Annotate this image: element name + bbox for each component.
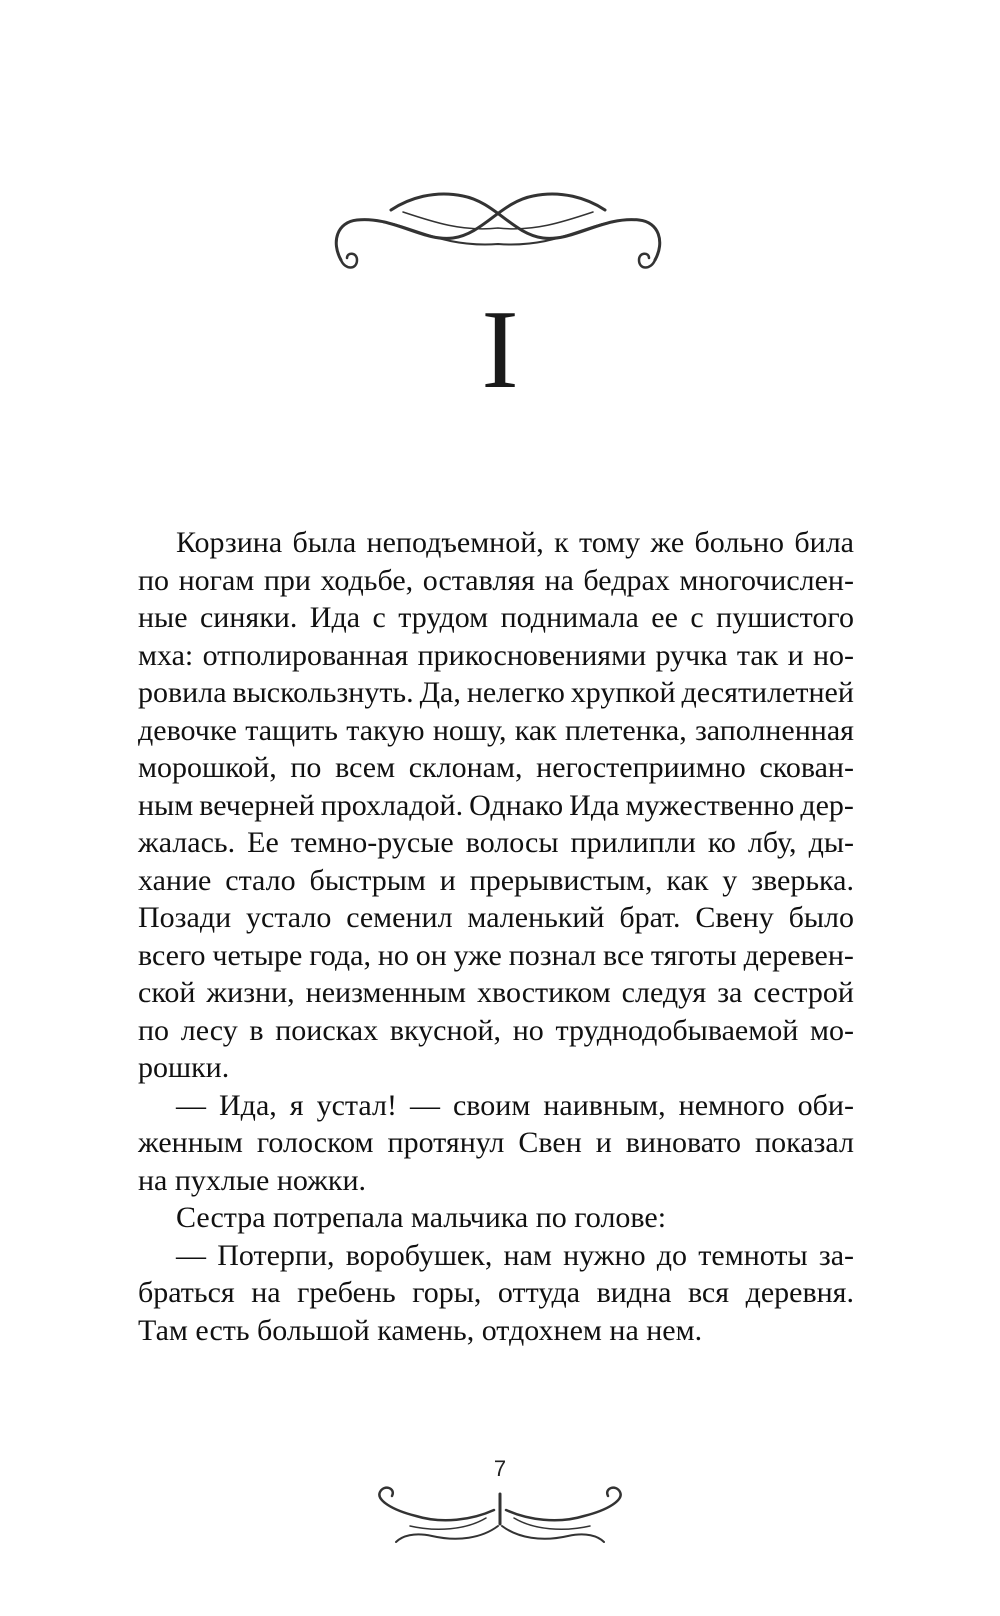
text-line [138, 1199, 854, 1237]
word: но [377, 938, 409, 972]
word: Однако [469, 788, 564, 822]
word: деревен- [743, 938, 854, 972]
word: деревня. [745, 1276, 854, 1309]
word: за- [818, 1238, 854, 1272]
word: воробушек, [345, 1238, 493, 1272]
line-text: на пухлые ножки. [138, 1163, 367, 1197]
word: была [292, 526, 357, 559]
word: Ида [569, 788, 620, 822]
word: ногам [178, 563, 255, 597]
word: немного [678, 1088, 785, 1122]
word: ее [651, 601, 678, 634]
word: неизменным [305, 976, 467, 1009]
word: десятилетней [681, 676, 854, 709]
word: уже [453, 938, 502, 972]
word: неподъемной, [366, 526, 544, 559]
word: тащить [245, 713, 338, 747]
word: на [251, 1276, 281, 1309]
text-line [138, 937, 854, 975]
word: у [722, 863, 738, 897]
text-line [138, 862, 854, 900]
page-number: 7 [493, 1456, 507, 1481]
word: била [794, 526, 854, 559]
word: познал [508, 938, 597, 972]
text-line [138, 599, 854, 637]
word: по [290, 751, 322, 784]
word: же [650, 526, 685, 559]
word: на [544, 563, 574, 597]
word: жалась. [138, 826, 236, 859]
text-line [138, 1312, 854, 1350]
word: прохладой. [320, 788, 464, 822]
word: волосы [465, 826, 559, 859]
word: поднимала [500, 601, 639, 634]
text-line [138, 712, 854, 750]
word: отполированная [202, 638, 409, 672]
word: мужественно [625, 788, 795, 822]
word: Ида, [219, 1088, 277, 1122]
word: ко [707, 826, 736, 859]
word: всего [138, 938, 206, 972]
word: хание [138, 863, 212, 897]
word: вкусной, [389, 1013, 502, 1047]
word: Да, [419, 676, 461, 709]
word: гребень [297, 1276, 396, 1309]
word: хвостиком [477, 976, 611, 1009]
word: оставляя [422, 563, 535, 597]
word: оттуда [497, 1276, 581, 1309]
word: и [787, 638, 804, 672]
word: — [176, 1238, 206, 1272]
word: Свену [695, 901, 774, 934]
word: но- [812, 638, 854, 672]
word: нужно [563, 1238, 646, 1272]
word: но [512, 1013, 544, 1047]
word: лесу [180, 1013, 238, 1047]
word: Свен [518, 1126, 582, 1159]
word: ручка [655, 638, 728, 672]
text-line [138, 974, 854, 1012]
word: пушистого [716, 601, 854, 634]
word: Ее [247, 826, 279, 859]
word: — [409, 1088, 440, 1122]
word: морошкой, [138, 751, 277, 784]
word: за [717, 976, 743, 1009]
text-line [138, 824, 854, 862]
word: он [415, 938, 447, 972]
word: виновато [625, 1126, 742, 1159]
word: ные [138, 601, 188, 634]
word: Корзина [176, 526, 283, 559]
text-line [138, 899, 854, 937]
word: в [249, 1013, 264, 1047]
word: показал [755, 1126, 854, 1159]
word: нелегко [466, 676, 565, 709]
word: устало [246, 901, 332, 934]
word: мо- [809, 1013, 854, 1047]
word: поисках [275, 1013, 379, 1047]
word: устал! [316, 1088, 397, 1122]
word: заполненная [694, 713, 854, 747]
word: голоском [256, 1126, 374, 1159]
word: синяки. [199, 601, 298, 634]
word: Потерпи, [217, 1238, 335, 1272]
word: ровила [138, 676, 227, 709]
word: негостеприимно [536, 751, 746, 784]
word: ды- [808, 826, 854, 859]
word: по [138, 1013, 170, 1047]
word: мха: [138, 638, 194, 672]
word: ным [138, 788, 194, 822]
word: тяготы [650, 938, 737, 972]
flourish-ornament-top [323, 182, 673, 282]
word: брат. [619, 901, 681, 934]
text-line [138, 1124, 854, 1162]
word: жизни, [206, 976, 295, 1009]
word: горы, [412, 1276, 482, 1309]
text-line [138, 1087, 854, 1125]
word: прерывистым, [469, 863, 653, 897]
word: стало [225, 863, 296, 897]
word: семенил [346, 901, 453, 934]
text-line [138, 637, 854, 675]
word: нам [503, 1238, 552, 1272]
word: и [439, 863, 456, 897]
word: протянул [387, 1126, 505, 1159]
word: до [656, 1238, 688, 1272]
word: к [554, 526, 569, 559]
word: Позади [138, 901, 232, 934]
word: плетенка, [564, 713, 687, 747]
line-text: Сестра потрепала мальчика по голове: [176, 1201, 667, 1234]
word: склонам, [408, 751, 523, 784]
word: лбу, [747, 826, 797, 859]
word: следуя [621, 976, 707, 1009]
word: темноты [698, 1238, 808, 1272]
text-line [138, 1012, 854, 1050]
word: все [603, 938, 645, 972]
word: и [595, 1126, 612, 1159]
word: хрупкой [570, 676, 676, 709]
word: наивным, [543, 1088, 666, 1122]
body-text [138, 524, 854, 1349]
word: с [372, 601, 386, 634]
word: вечерней [199, 788, 315, 822]
word: своим [452, 1088, 531, 1122]
word: ношу, [432, 713, 507, 747]
word: браться [138, 1276, 235, 1309]
word: видна [596, 1276, 672, 1309]
word: всем [335, 751, 396, 784]
word: быстрым [309, 863, 426, 897]
word: было [788, 901, 854, 934]
word: Ида [309, 601, 361, 634]
word: с [690, 601, 704, 634]
word: многочислен- [679, 563, 854, 597]
word: тому [579, 526, 641, 559]
line-text: рошки. [138, 1051, 230, 1084]
chapter-number: I [481, 288, 519, 412]
word: я [289, 1088, 304, 1122]
flourish-ornament-bottom [362, 1480, 638, 1552]
text-line [138, 1162, 854, 1200]
word: такую [346, 713, 425, 747]
text-line [138, 1237, 854, 1275]
word: дер- [800, 788, 854, 822]
text-line [138, 1049, 854, 1087]
word: так [736, 638, 779, 672]
word: при [263, 563, 311, 597]
text-line [138, 1274, 854, 1312]
word: вся [687, 1276, 730, 1309]
word: трудом [398, 601, 489, 634]
word: по [138, 563, 170, 597]
word: скован- [759, 751, 854, 784]
word: ходьбе, [320, 563, 414, 597]
word: оби- [797, 1088, 854, 1122]
word: девочке [138, 713, 237, 747]
text-line [138, 524, 854, 562]
word: прилипли [570, 826, 696, 859]
word: ской [138, 976, 196, 1009]
text-line [138, 562, 854, 600]
word: сестрой [753, 976, 854, 1009]
word: труднодобываемой [555, 1013, 799, 1047]
word: больно [694, 526, 785, 559]
word: как [666, 863, 709, 897]
word: маленький [467, 901, 605, 934]
word: четыре [212, 938, 303, 972]
word: зверька. [751, 863, 854, 897]
text-line [138, 749, 854, 787]
text-line [138, 674, 854, 712]
word: прикосновениями [417, 638, 647, 672]
word: — [176, 1088, 206, 1122]
word: как [514, 713, 557, 747]
word: выскользнуть. [232, 676, 414, 709]
line-text: Там есть большой камень, отдохнем на нем. [138, 1313, 703, 1347]
word: темно-русые [290, 826, 454, 859]
word: женным [138, 1126, 243, 1159]
word: бедрах [583, 563, 670, 597]
word: года, [309, 938, 371, 972]
text-line [138, 787, 854, 825]
